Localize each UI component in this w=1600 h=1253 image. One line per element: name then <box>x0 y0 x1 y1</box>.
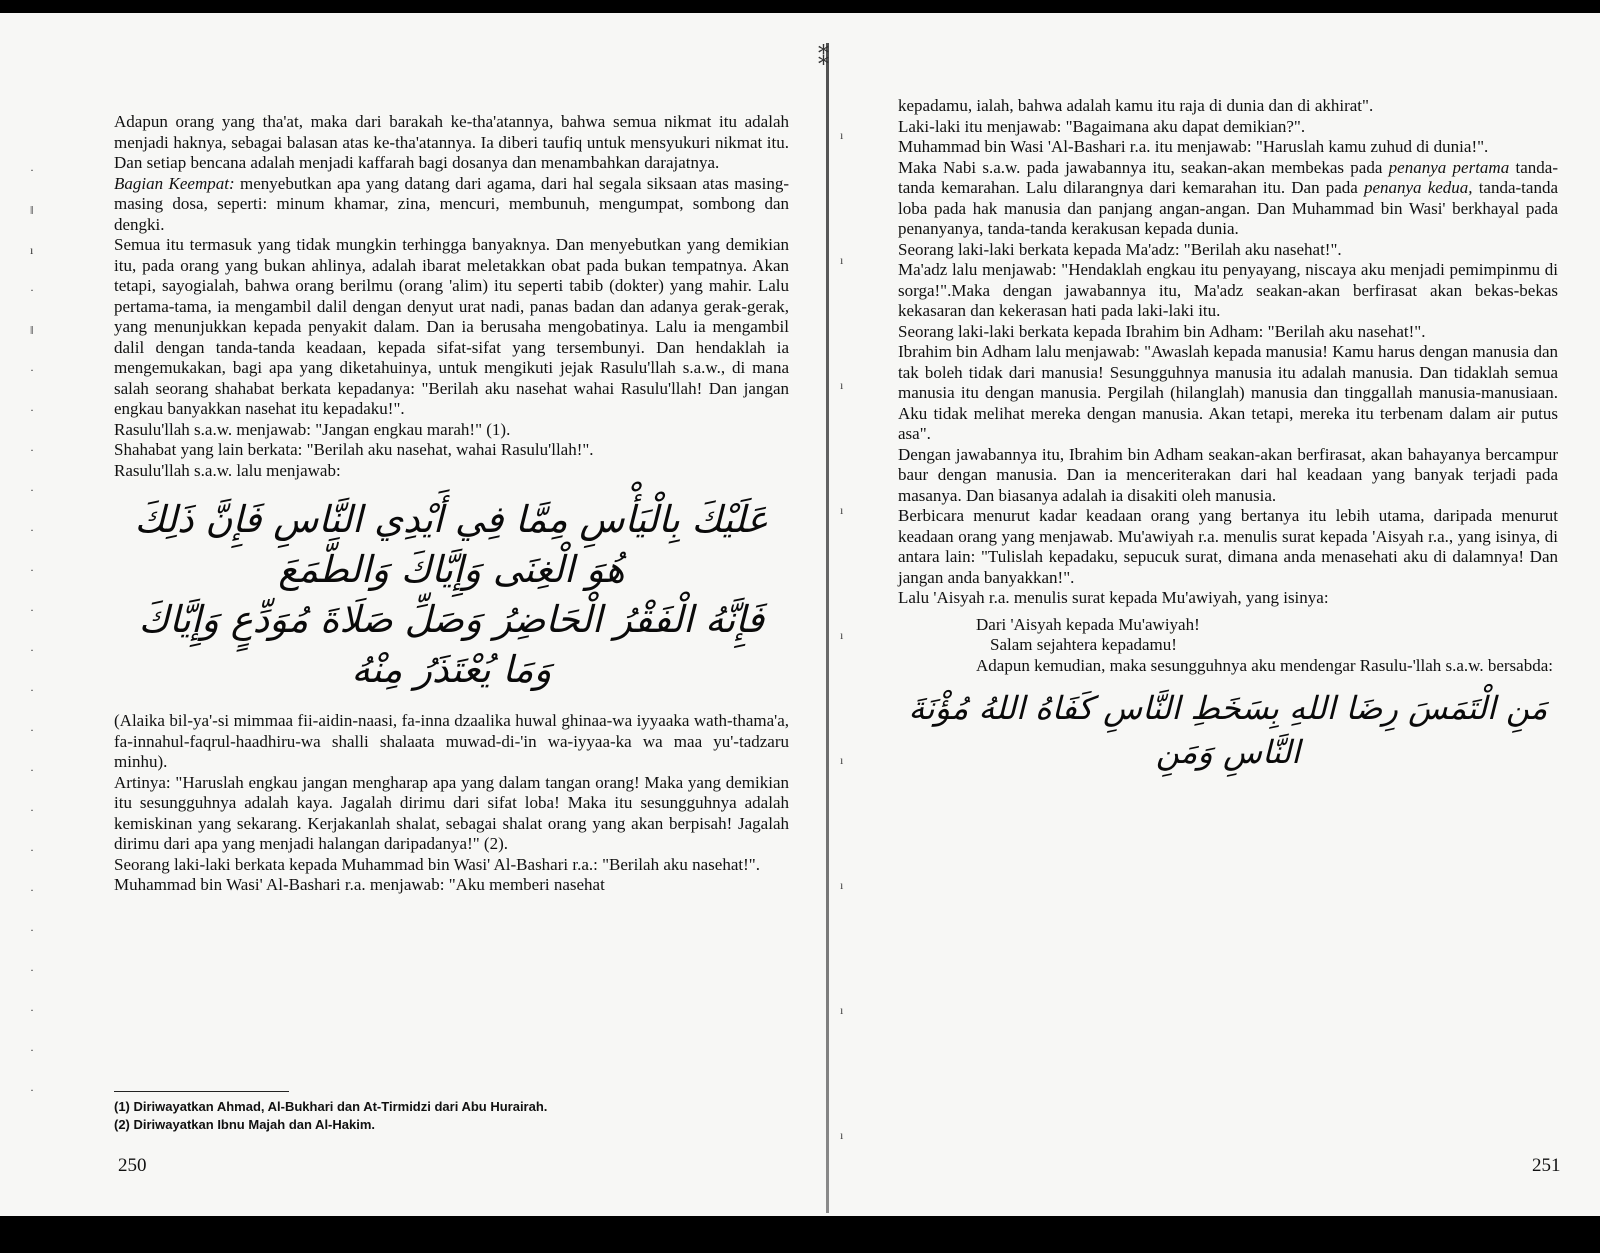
paragraph: Seorang laki-laki berkata kepada Ibrahim bin Adham: "Berilah aku nasehat!". <box>898 321 1426 341</box>
right-page <box>832 13 1600 1216</box>
paragraph: Laki-laki itu menjawab: "Bagaimana aku dapat demikian?". <box>898 116 1306 136</box>
gutter-mark: ⁑ <box>818 45 829 70</box>
footnotes <box>114 1098 714 1134</box>
letter-line: Adapun kemudian, maka sesungguhnya aku mendengar Rasulu-'llah s.a.w. bersabda: <box>976 655 1553 675</box>
letter-line: Salam sejahtera kepadamu! <box>990 635 1177 654</box>
paragraph: Muhammad bin Wasi' Al-Bashari r.a. menjawab: "Aku memberi nasehat <box>114 875 605 894</box>
left-body-text <box>114 112 789 896</box>
page-number: 250 <box>118 1155 147 1176</box>
margin-marks: ı ı ı ı ı ı ı ı ı <box>840 128 844 1142</box>
book-spread <box>0 13 1600 1216</box>
right-body-text <box>898 96 1558 774</box>
letter-line: Dari 'Aisyah kepada Mu'awiyah! <box>976 614 1200 634</box>
arabic-hadith <box>114 495 789 695</box>
paragraph: Adapun orang yang tha'at, maka dari barakah ke-tha'atannya, bahwa semua nikmat itu adalah menjadi haknya, sebagai balasan atas ke-tha'atannya. Ia diberi taufiq untuk mensyukuri nikmat itu. Dan setiap bencana adalah menjadi kaffarah bagi dosanya dan menambahkan darajatnya. <box>114 112 789 172</box>
margin-marks: · ‖ ı · ‖ · · · · · · · · · · · · · · · · · · · <box>30 163 34 1097</box>
paragraph: Ma'adz lalu menjawab: "Hendaklah engkau itu penyayang, niscaya aku menjadi pemimpinmu di sorga!".Maka dengan jawabannya itu, Ma'adz seakan-akan berfirasat akan bekas-bekas kekasaran dan kekerasan hati pada laki-laki itu. <box>898 260 1558 320</box>
paragraph: kepadamu, ialah, bahwa adalah kamu itu raja di dunia dan di akhirat". <box>898 96 1374 115</box>
paragraph: Seorang laki-laki berkata kepada Ma'adz: "Berilah aku nasehat!". <box>898 239 1342 259</box>
paragraph: Dengan jawabannya itu, Ibrahim bin Adham seakan-akan berfirasat, akan bahayanya bercampur baur dengan manusia. Dan ia menceriterakan dari hal keadaan yang banyak terjadi pada masanya. Dan biasanya adalah ia disakiti oleh manusia. <box>898 444 1558 505</box>
paragraph: Shahabat yang lain berkata: "Berilah aku nasehat, wahai Rasulu'llah!". <box>114 440 594 459</box>
paragraph: Artinya: "Haruslah engkau jangan mengharap apa yang dalam tangan orang! Maka yang demikian itu sesungguhnya adalah kaya. Jagalah dirimu dari sifat loba! Maka itu sesungguhnya adalah kemiskinan yang sekarang. Kerjakanlah shalat, sebagai shalat orang yang akan berpisah! Jagalah dirimu dari apa yang menjadi halangan daripadanya!" (2). <box>114 772 789 853</box>
paragraph: Bagian Keempat: menyebutkan apa yang datang dari agama, dari hal segala siksaan atas masing-masing dosa, seperti: minum khamar, zina, mencuri, membunuh, mengumpat, sombong dan dengki. <box>114 173 789 234</box>
footnote: (1) Diriwayatkan Ahmad, Al-Bukhari dan At-Tirmidzi dari Abu Hurairah. <box>114 1099 548 1114</box>
paragraph: Berbicara menurut kadar keadaan orang yang bertanya itu lebih utama, daripada menurut keadaan orang yang menjawab. Mu'awiyah r.a. menulis surat kepada 'Aisyah r.a., yang isinya, di antara lain: "Tulislah kepadaku, sepucuk surat, dimana anda menasehati aku di dalamnya! Dan jangan anda banyakkan!". <box>898 506 1558 587</box>
paragraph: Seorang laki-laki berkata kepada Muhammad bin Wasi' Al-Bashari r.a.: "Berilah aku nasehat!". <box>114 854 760 874</box>
arabic-line: عَلَيْكَ بِالْيَأْسِ مِمَّا فِي أَيْدِي النَّاسِ فَإِنَّ ذَلِكَ هُوَ الْغِنَى وَإِيَّاكَ وَالطَّمَعَ <box>134 498 769 591</box>
book-gutter <box>826 43 829 1213</box>
arabic-hadith: مَنِ الْتَمَسَ رِضَا اللهِ بِسَخَطِ النَّاسِ كَفَاهُ اللهُ مُؤْنَةَ النَّاسِ وَمَنِ <box>908 689 1548 771</box>
paragraph: Muhammad bin Wasi 'Al-Bashari r.a. itu menjawab: "Haruslah kamu zuhud di dunia!". <box>898 137 1489 156</box>
arabic-line: فَإِنَّهُ الْفَقْرُ الْحَاضِرُ وَصَلِّ صَلَاةَ مُوَدِّعٍ وَإِيَّاكَ وَمَا يُعْتَذَرُ مِنْهُ <box>138 598 765 691</box>
paragraph: Rasulu'llah s.a.w. lalu menjawab: <box>114 460 341 480</box>
section-heading: Bagian Keempat: <box>114 173 235 193</box>
transliteration: (Alaika bil-ya'-si mimmaa fii-aidin-naasi, fa-inna dzaalika huwal ghinaa-wa iyyaaka wath-thama'a, fa-innahul-faqrul-haadhiru-wa shalli shalaata muwad-di-'in wa-iyyaa-ka wa maa yu'-tadzaru minhu). <box>114 711 789 771</box>
paragraph: Semua itu termasuk yang tidak mungkin terhingga banyaknya. Dan menyebutkan yang demikian itu, pada orang yang bukan ahlinya, adalah ibarat meletakkan obat pada bukan tempatnya. Akan tetapi, sayogialah, bahwa orang berilmu (orang 'alim) itu seperti tabib (dokter) yang mahir. Lalu pertama-tama, ia mengambil dalil dengan denyut urat nadi, panas badan dan adanya gerak-gerak, yang menunjukkan kepada penyakit dalam. Dan ia berusaha mengobatinya. Lalu ia mengambil dalil dengan tanda-tanda keadaan, kepada sifat-sifat yang tersembunyi. Dan hendaklah ia mengemukakan, bagi apa yang diketahuinya, untuk mengikuti jejak Rasulu'llah s.a.w., di mana salah seorang shahabat berkata kepadanya: "Berilah aku nasehat wahai Rasulu'llah! Dan jangan engkau banyakkan nasehat itu kepadaku!". <box>114 235 789 418</box>
paragraph: Ibrahim bin Adham lalu menjawab: "Awaslah kepada manusia! Kamu harus dengan manusia dan tak boleh tidak dari manusia! Sesungguhnya manusia itu adalah manusia. Dan tidaklah semua manusia itu dengan manusia. Pergilah (hilanglah) manusia dan tinggallah manusia-manusiaan. Aku tidak melihat mereka dengan manusia. Akan tetapi, mereka itu terbenam dalam air putus asa". <box>898 342 1558 443</box>
paragraph: Maka Nabi s.a.w. pada jawabannya itu, seakan-akan membekas pada penanya pertama tanda-tanda kemarahan. Lalu dilarangnya dari kemarahan itu. Dan pada penanya kedua, tanda-tanda loba pada hak manusia dan panjang angan-angan. Dan Muhammad bin Wasi' berkhayal pada penanyanya, tanda-tanda kerakusan kepada dunia. <box>898 157 1558 238</box>
page-number: 251 <box>1532 1155 1561 1176</box>
paragraph: Rasulu'llah s.a.w. menjawab: "Jangan engkau marah!" (1). <box>114 419 511 439</box>
footnote-rule <box>114 1091 289 1092</box>
left-page <box>0 13 830 1216</box>
paragraph: Lalu 'Aisyah r.a. menulis surat kepada Mu'awiyah, yang isinya: <box>898 588 1329 607</box>
footnote: (2) Diriwayatkan Ibnu Majah dan Al-Hakim. <box>114 1117 376 1132</box>
